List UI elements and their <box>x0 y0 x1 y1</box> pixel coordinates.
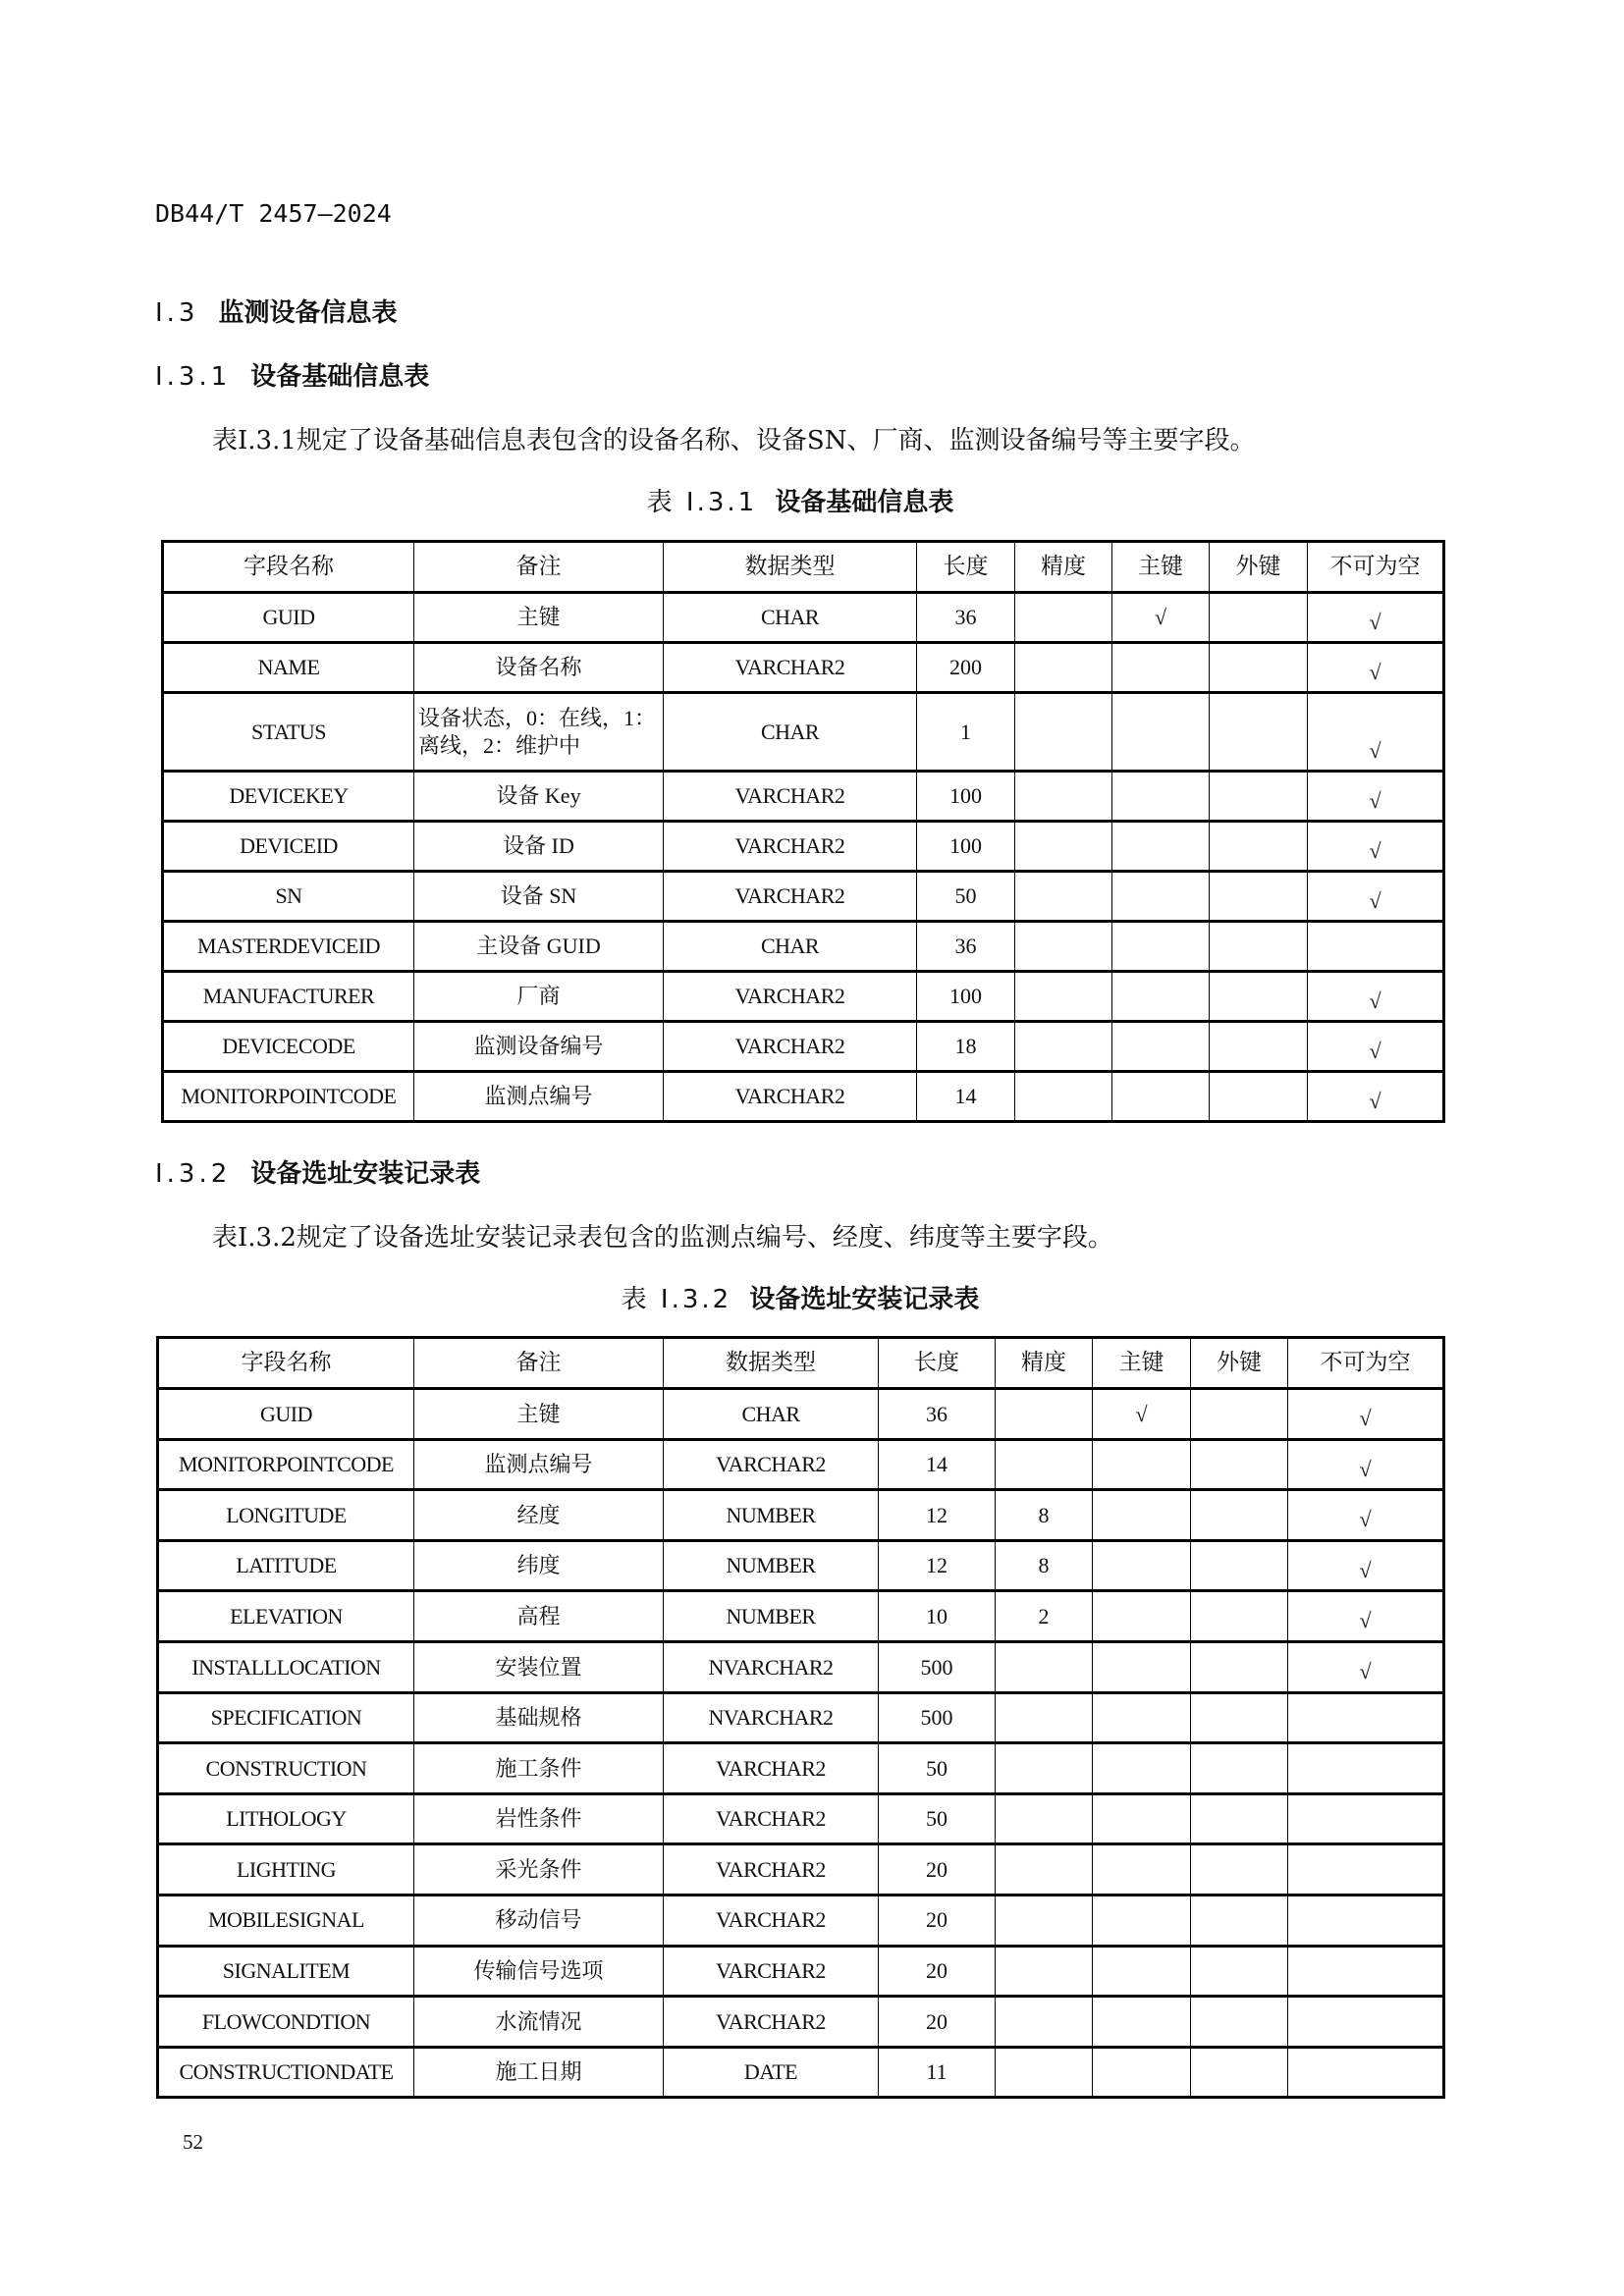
cell-primary-key <box>1112 922 1210 972</box>
column-header-remark: 备注 <box>414 1338 664 1389</box>
table-row <box>163 593 1444 643</box>
cell-foreign-key <box>1191 2047 1288 2098</box>
cell-data-type: VARCHAR2 <box>664 1844 879 1896</box>
table-row <box>158 1692 1444 1743</box>
cell-foreign-key <box>1191 1490 1288 1541</box>
cell-field-name: CONSTRUCTION <box>158 1743 414 1794</box>
cell-foreign-key <box>1191 1692 1288 1743</box>
cell-precision <box>996 2047 1093 2098</box>
paragraph-2: 表I.3.2规定了设备选址安装记录表包含的监测点编号、经度、纬度等主要字段。 <box>212 1223 1113 1253</box>
header-row <box>163 542 1444 593</box>
cell-not-null: √ <box>1288 1439 1444 1490</box>
cell-remark: 水流情况 <box>414 1997 664 2048</box>
cell-primary-key <box>1112 872 1210 922</box>
cell-data-type: VARCHAR2 <box>664 1946 879 1997</box>
subsection-number: I.3.1 <box>155 362 232 392</box>
cell-length: 100 <box>917 772 1015 822</box>
cell-length: 1 <box>917 693 1015 772</box>
table-row <box>158 2047 1444 2098</box>
cell-remark: 纬度 <box>414 1540 664 1591</box>
cell-length: 100 <box>917 822 1015 872</box>
table-caption: 设备基础信息表 <box>775 488 954 517</box>
table-row <box>163 1072 1444 1122</box>
cell-precision <box>1015 822 1112 872</box>
cell-primary-key <box>1112 693 1210 772</box>
table-row <box>158 1641 1444 1692</box>
cell-field-name: FLOWCONDTION <box>158 1997 414 2048</box>
cell-data-type: VARCHAR2 <box>664 872 917 922</box>
column-header-remark: 备注 <box>414 542 664 593</box>
cell-length: 14 <box>879 1439 996 1490</box>
cell-precision <box>996 1439 1093 1490</box>
cell-field-name: MASTERDEVICEID <box>163 922 414 972</box>
column-header-not-null: 不可为空 <box>1308 542 1444 593</box>
column-header-primary-key: 主键 <box>1093 1338 1191 1389</box>
cell-data-type: CHAR <box>664 922 917 972</box>
cell-length: 200 <box>917 643 1015 693</box>
cell-remark: 监测设备编号 <box>414 1022 664 1072</box>
table-row <box>158 1389 1444 1440</box>
cell-remark: 安装位置 <box>414 1641 664 1692</box>
cell-not-null: √ <box>1288 1540 1444 1591</box>
cell-precision <box>996 1844 1093 1896</box>
table-title-2 <box>622 1279 980 1315</box>
cell-not-null: √ <box>1308 643 1444 693</box>
document-id: DB44/T 2457—2024 <box>155 199 392 228</box>
cell-foreign-key <box>1210 972 1308 1022</box>
cell-not-null: √ <box>1308 772 1444 822</box>
column-header-data-type: 数据类型 <box>664 1338 879 1389</box>
cell-precision: 8 <box>996 1540 1093 1591</box>
cell-precision <box>996 1743 1093 1794</box>
cell-data-type: VARCHAR2 <box>664 822 917 872</box>
cell-foreign-key <box>1210 922 1308 972</box>
cell-foreign-key <box>1191 1844 1288 1896</box>
cell-foreign-key <box>1210 872 1308 922</box>
cell-not-null <box>1288 1743 1444 1794</box>
cell-remark: 经度 <box>414 1490 664 1541</box>
cell-length: 20 <box>879 1997 996 2048</box>
cell-field-name: SN <box>163 872 414 922</box>
table-row <box>158 1946 1444 1997</box>
column-header-not-null: 不可为空 <box>1288 1338 1444 1389</box>
cell-data-type: VARCHAR2 <box>664 1997 879 2048</box>
cell-remark: 监测点编号 <box>414 1439 664 1490</box>
table-row <box>163 872 1444 922</box>
cell-foreign-key <box>1210 1072 1308 1122</box>
cell-foreign-key <box>1191 1540 1288 1591</box>
column-header-length: 长度 <box>917 542 1015 593</box>
cell-foreign-key <box>1210 822 1308 872</box>
cell-field-name: GUID <box>163 593 414 643</box>
cell-remark: 施工日期 <box>414 2047 664 2098</box>
column-header-precision: 精度 <box>996 1338 1093 1389</box>
cell-data-type: VARCHAR2 <box>664 1743 879 1794</box>
cell-primary-key <box>1093 1439 1191 1490</box>
cell-data-type: VARCHAR2 <box>664 972 917 1022</box>
cell-precision <box>1015 872 1112 922</box>
cell-remark: 施工条件 <box>414 1743 664 1794</box>
cell-remark: 基础规格 <box>414 1692 664 1743</box>
cell-length: 18 <box>917 1022 1015 1072</box>
cell-foreign-key <box>1210 772 1308 822</box>
cell-primary-key <box>1093 1997 1191 2048</box>
cell-precision: 8 <box>996 1490 1093 1541</box>
cell-foreign-key <box>1210 693 1308 772</box>
column-header-foreign-key: 外键 <box>1191 1338 1288 1389</box>
cell-primary-key <box>1112 1022 1210 1072</box>
table-row <box>158 1997 1444 2048</box>
cell-not-null <box>1288 1997 1444 2048</box>
cell-not-null: √ <box>1308 972 1444 1022</box>
cell-not-null: √ <box>1288 1389 1444 1440</box>
cell-foreign-key <box>1191 1997 1288 2048</box>
table-title-1 <box>647 482 954 518</box>
section-heading <box>155 293 398 329</box>
cell-not-null <box>1288 1844 1444 1896</box>
cell-length: 50 <box>917 872 1015 922</box>
cell-data-type: DATE <box>664 2047 879 2098</box>
cell-precision: 2 <box>996 1591 1093 1642</box>
cell-primary-key <box>1093 1591 1191 1642</box>
cell-foreign-key <box>1210 593 1308 643</box>
device-installation-record-table <box>156 1336 1445 2099</box>
subsection-title: 设备基础信息表 <box>250 362 430 392</box>
cell-primary-key <box>1093 1743 1191 1794</box>
subsection-title: 设备选址安装记录表 <box>250 1159 481 1189</box>
cell-length: 12 <box>879 1490 996 1541</box>
cell-field-name: DEVICECODE <box>163 1022 414 1072</box>
cell-precision <box>996 1895 1093 1946</box>
cell-length: 20 <box>879 1895 996 1946</box>
cell-length: 12 <box>879 1540 996 1591</box>
cell-remark: 岩性条件 <box>414 1793 664 1844</box>
cell-not-null <box>1308 922 1444 972</box>
table-number: 表 I.3.1 <box>646 488 758 517</box>
cell-primary-key <box>1112 772 1210 822</box>
cell-not-null: √ <box>1308 593 1444 643</box>
cell-foreign-key <box>1191 1389 1288 1440</box>
cell-not-null: √ <box>1288 1591 1444 1642</box>
table-row <box>158 1895 1444 1946</box>
cell-remark: 主键 <box>414 1389 664 1440</box>
subsection-number: I.3.2 <box>155 1159 232 1189</box>
table-row <box>158 1844 1444 1896</box>
cell-remark: 厂商 <box>414 972 664 1022</box>
column-header-primary-key: 主键 <box>1112 542 1210 593</box>
cell-length: 20 <box>879 1946 996 1997</box>
cell-primary-key <box>1093 2047 1191 2098</box>
cell-length: 50 <box>879 1793 996 1844</box>
table-caption: 设备选址安装记录表 <box>749 1285 980 1314</box>
cell-precision <box>1015 972 1112 1022</box>
cell-primary-key <box>1093 1540 1191 1591</box>
cell-data-type: CHAR <box>664 693 917 772</box>
subsection-heading-1 <box>155 356 429 393</box>
cell-field-name: DEVICEID <box>163 822 414 872</box>
cell-precision <box>1015 922 1112 972</box>
cell-field-name: DEVICEKEY <box>163 772 414 822</box>
cell-field-name: SPECIFICATION <box>158 1692 414 1743</box>
cell-remark: 设备 SN <box>414 872 664 922</box>
header-row <box>158 1338 1444 1389</box>
cell-field-name: MANUFACTURER <box>163 972 414 1022</box>
cell-length: 36 <box>879 1389 996 1440</box>
cell-not-null: √ <box>1308 872 1444 922</box>
cell-primary-key <box>1093 1844 1191 1896</box>
cell-field-name: ELEVATION <box>158 1591 414 1642</box>
cell-foreign-key <box>1191 1743 1288 1794</box>
cell-precision <box>996 1692 1093 1743</box>
cell-remark: 采光条件 <box>414 1844 664 1896</box>
cell-data-type: VARCHAR2 <box>664 1895 879 1946</box>
cell-not-null <box>1288 2047 1444 2098</box>
cell-precision <box>1015 772 1112 822</box>
cell-precision <box>1015 1022 1112 1072</box>
cell-data-type: CHAR <box>664 593 917 643</box>
column-header-field-name: 字段名称 <box>158 1338 414 1389</box>
cell-field-name: MONITORPOINTCODE <box>163 1072 414 1122</box>
cell-precision <box>1015 643 1112 693</box>
cell-remark: 移动信号 <box>414 1895 664 1946</box>
cell-primary-key <box>1112 972 1210 1022</box>
cell-foreign-key <box>1210 1022 1308 1072</box>
cell-length: 20 <box>879 1844 996 1896</box>
cell-primary-key <box>1112 822 1210 872</box>
cell-field-name: SIGNALITEM <box>158 1946 414 1997</box>
cell-not-null <box>1288 1692 1444 1743</box>
table-row <box>163 1022 1444 1072</box>
cell-data-type: CHAR <box>664 1389 879 1440</box>
cell-foreign-key <box>1191 1793 1288 1844</box>
cell-remark: 高程 <box>414 1591 664 1642</box>
column-header-field-name: 字段名称 <box>163 542 414 593</box>
table-row <box>163 693 1444 772</box>
page-number: 52 <box>183 2130 203 2154</box>
cell-length: 500 <box>879 1692 996 1743</box>
cell-not-null: √ <box>1308 693 1444 772</box>
cell-remark: 设备 Key <box>414 772 664 822</box>
cell-remark: 设备 ID <box>414 822 664 872</box>
cell-remark: 设备状态，0：在线，1：离线，2：维护中 <box>414 693 664 772</box>
cell-not-null: √ <box>1288 1641 1444 1692</box>
cell-length: 36 <box>917 593 1015 643</box>
table-row <box>163 772 1444 822</box>
cell-precision <box>996 1793 1093 1844</box>
cell-remark: 监测点编号 <box>414 1072 664 1122</box>
table-row <box>163 922 1444 972</box>
cell-remark: 主键 <box>414 593 664 643</box>
table-row <box>163 972 1444 1022</box>
cell-precision <box>1015 693 1112 772</box>
cell-not-null <box>1288 1793 1444 1844</box>
cell-primary-key <box>1093 1490 1191 1541</box>
cell-primary-key: √ <box>1112 593 1210 643</box>
cell-field-name: LITHOLOGY <box>158 1793 414 1844</box>
cell-foreign-key <box>1191 1591 1288 1642</box>
cell-primary-key <box>1093 1946 1191 1997</box>
cell-data-type: VARCHAR2 <box>664 643 917 693</box>
cell-not-null: √ <box>1308 822 1444 872</box>
cell-length: 100 <box>917 972 1015 1022</box>
cell-not-null <box>1288 1946 1444 1997</box>
cell-remark: 主设备 GUID <box>414 922 664 972</box>
cell-field-name: LATITUDE <box>158 1540 414 1591</box>
cell-precision <box>996 1641 1093 1692</box>
cell-field-name: STATUS <box>163 693 414 772</box>
cell-primary-key <box>1093 1641 1191 1692</box>
column-header-length: 长度 <box>879 1338 996 1389</box>
cell-field-name: MONITORPOINTCODE <box>158 1439 414 1490</box>
cell-foreign-key <box>1210 643 1308 693</box>
cell-primary-key <box>1093 1692 1191 1743</box>
cell-primary-key <box>1093 1895 1191 1946</box>
cell-not-null: √ <box>1288 1490 1444 1541</box>
cell-remark: 传输信号选项 <box>414 1946 664 1997</box>
cell-field-name: CONSTRUCTIONDATE <box>158 2047 414 2098</box>
cell-field-name: LONGITUDE <box>158 1490 414 1541</box>
column-header-foreign-key: 外键 <box>1210 542 1308 593</box>
table-row <box>158 1490 1444 1541</box>
cell-data-type: VARCHAR2 <box>664 1793 879 1844</box>
table-row <box>163 822 1444 872</box>
cell-not-null: √ <box>1308 1022 1444 1072</box>
table-row <box>158 1540 1444 1591</box>
cell-length: 500 <box>879 1641 996 1692</box>
cell-not-null: √ <box>1308 1072 1444 1122</box>
cell-field-name: NAME <box>163 643 414 693</box>
cell-data-type: NUMBER <box>664 1540 879 1591</box>
table-number: 表 I.3.2 <box>621 1285 732 1314</box>
cell-foreign-key <box>1191 1895 1288 1946</box>
cell-field-name: MOBILESIGNAL <box>158 1895 414 1946</box>
cell-data-type: VARCHAR2 <box>664 1072 917 1122</box>
cell-data-type: NUMBER <box>664 1591 879 1642</box>
cell-remark: 设备名称 <box>414 643 664 693</box>
device-basic-info-table <box>161 540 1445 1123</box>
cell-length: 10 <box>879 1591 996 1642</box>
section-title: 监测设备信息表 <box>218 298 398 328</box>
table-row <box>158 1743 1444 1794</box>
cell-length: 50 <box>879 1743 996 1794</box>
cell-field-name: LIGHTING <box>158 1844 414 1896</box>
cell-length: 36 <box>917 922 1015 972</box>
cell-primary-key: √ <box>1093 1389 1191 1440</box>
cell-length: 11 <box>879 2047 996 2098</box>
table-row <box>158 1439 1444 1490</box>
cell-primary-key <box>1093 1793 1191 1844</box>
cell-data-type: NUMBER <box>664 1490 879 1541</box>
cell-primary-key <box>1112 643 1210 693</box>
cell-data-type: VARCHAR2 <box>664 1022 917 1072</box>
subsection-heading-2 <box>155 1153 480 1190</box>
table-row <box>158 1591 1444 1642</box>
cell-data-type: VARCHAR2 <box>664 772 917 822</box>
cell-foreign-key <box>1191 1439 1288 1490</box>
cell-primary-key <box>1112 1072 1210 1122</box>
cell-precision <box>996 1389 1093 1440</box>
cell-data-type: NVARCHAR2 <box>664 1692 879 1743</box>
cell-data-type: VARCHAR2 <box>664 1439 879 1490</box>
cell-field-name: GUID <box>158 1389 414 1440</box>
cell-not-null <box>1288 1895 1444 1946</box>
cell-length: 14 <box>917 1072 1015 1122</box>
cell-data-type: NVARCHAR2 <box>664 1641 879 1692</box>
cell-precision <box>1015 593 1112 643</box>
table-row <box>163 643 1444 693</box>
column-header-data-type: 数据类型 <box>664 542 917 593</box>
paragraph-1: 表I.3.1规定了设备基础信息表包含的设备名称、设备SN、厂商、监测设备编号等主要字段。 <box>212 426 1256 455</box>
cell-field-name: INSTALLLOCATION <box>158 1641 414 1692</box>
cell-precision <box>996 1997 1093 2048</box>
column-header-precision: 精度 <box>1015 542 1112 593</box>
cell-precision <box>1015 1072 1112 1122</box>
section-number: I.3 <box>155 298 199 328</box>
table-row <box>158 1793 1444 1844</box>
cell-precision <box>996 1946 1093 1997</box>
cell-foreign-key <box>1191 1946 1288 1997</box>
cell-foreign-key <box>1191 1641 1288 1692</box>
